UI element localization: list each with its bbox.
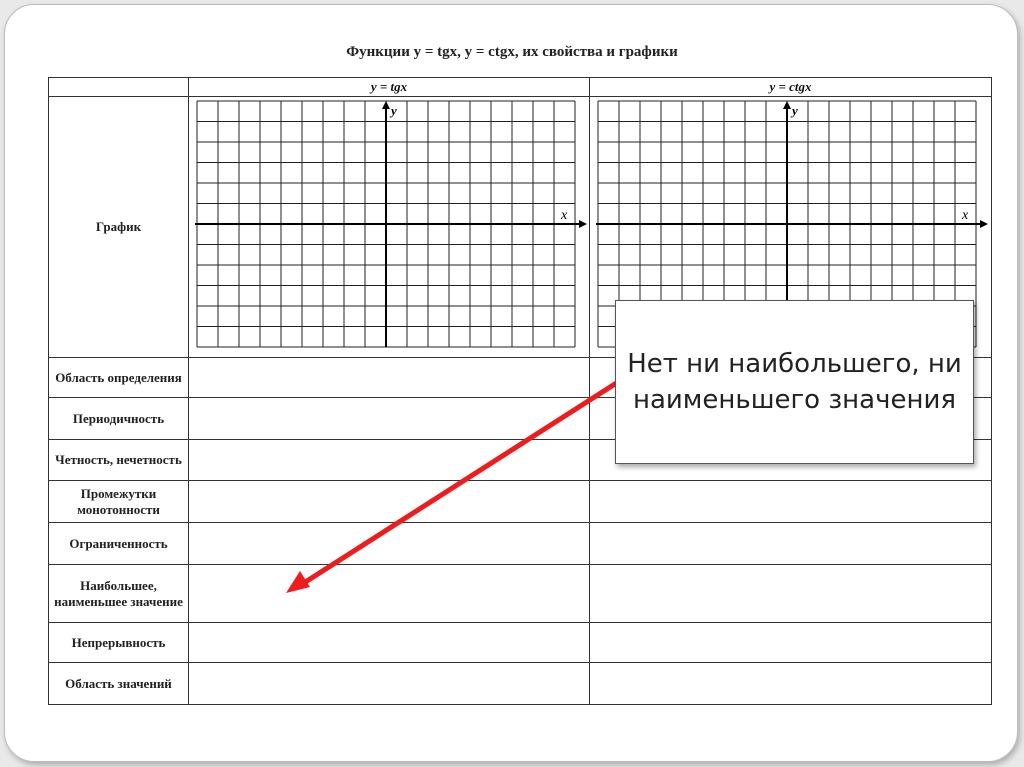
row-label-continuity: Непрерывность <box>49 623 189 663</box>
callout-text: Нет ни наибольшего, ни наименьшего значения <box>627 349 962 415</box>
y-axis-label: y <box>391 103 397 118</box>
row-label-boundedness: Ограниченность <box>49 523 189 565</box>
y-axis-label: y <box>792 103 798 118</box>
page-title: Функции y = tgx, y = ctgx, их свойства и графики <box>346 44 678 60</box>
row-label-period: Периодичность <box>49 398 189 440</box>
row-label-monotonicity: Промежутки монотонности <box>49 481 189 523</box>
header-tg: y = tgx <box>189 78 590 97</box>
row-label-graph: График <box>49 97 189 358</box>
x-axis-label: x <box>962 208 969 223</box>
row-label-extremes: Наибольшее, наименьшее значение <box>49 565 189 623</box>
row-label-range: Область значений <box>49 663 189 705</box>
row-label-domain: Область определения <box>49 358 189 398</box>
x-axis-label: x <box>561 208 568 223</box>
callout-box <box>615 300 974 464</box>
arrow-line <box>296 382 618 588</box>
arrow-head <box>286 571 310 593</box>
header-ctg: y = ctgx <box>590 78 992 97</box>
row-label-parity: Четность, нечетность <box>49 440 189 481</box>
